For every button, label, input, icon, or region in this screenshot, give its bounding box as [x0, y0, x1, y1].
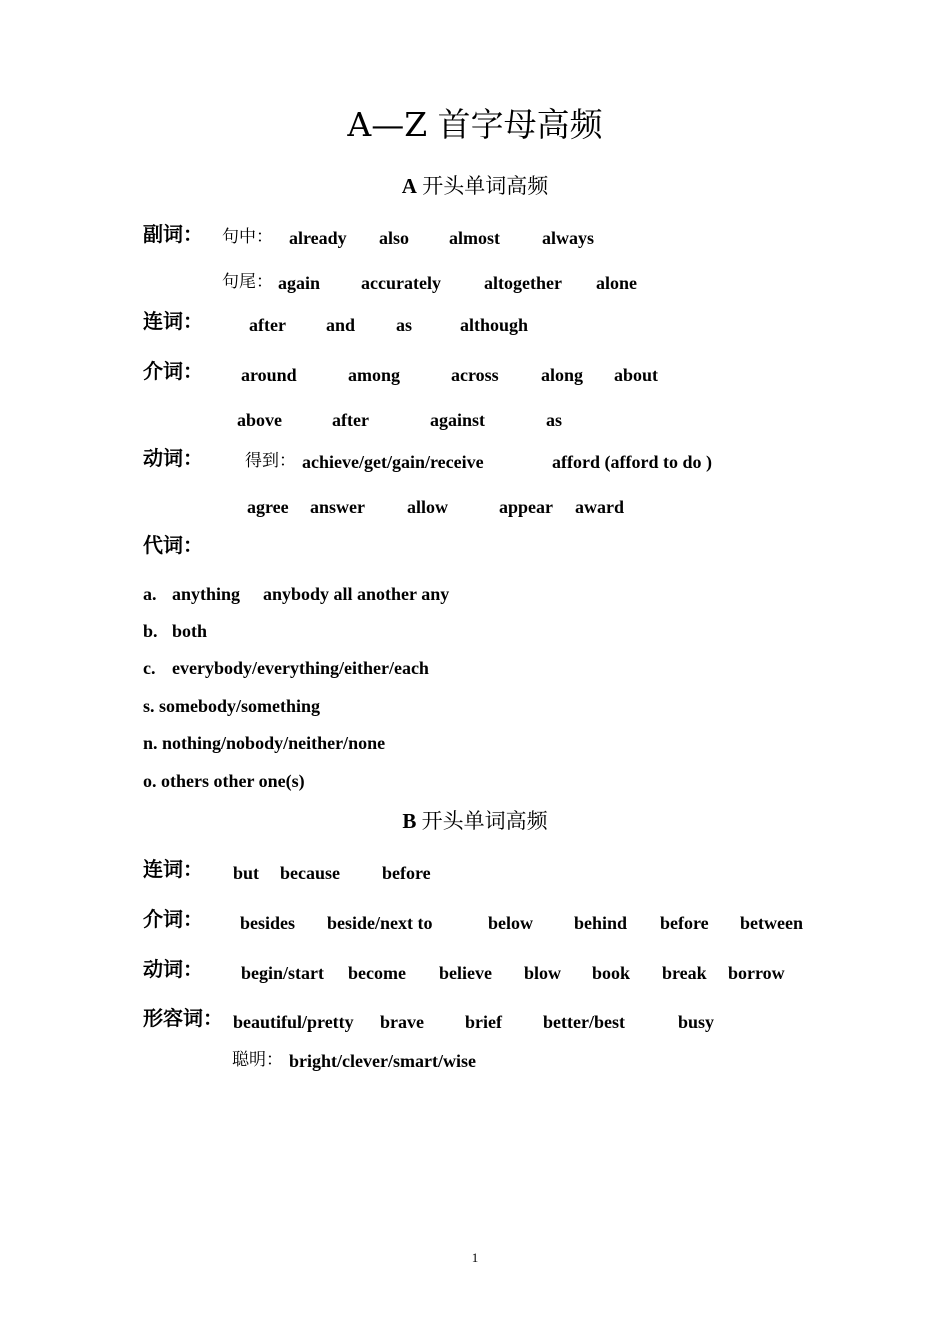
adjective-smart-prefix: 聪明：: [232, 1050, 283, 1070]
word: above: [237, 410, 282, 430]
word: below: [488, 913, 533, 933]
word: although: [460, 315, 529, 335]
pronoun-words: anything: [172, 584, 241, 604]
pronoun-words: others other one(s): [161, 771, 305, 791]
page-title: A—Z 首字母高频: [347, 105, 603, 144]
section-b-heading: [0, 807, 950, 835]
adjective-label: 形容词：: [143, 1006, 223, 1030]
pronoun-label: 代词：: [143, 533, 203, 557]
word: bright/clever/smart/wise: [289, 1051, 476, 1071]
adverb-label: 副词：: [143, 222, 203, 246]
word: appear: [499, 497, 553, 517]
word: again: [278, 273, 321, 293]
word: afford (afford to do ): [552, 452, 712, 472]
word: believe: [439, 963, 492, 983]
word: around: [241, 365, 297, 385]
pronoun-words: both: [172, 621, 208, 641]
word: alone: [596, 273, 638, 293]
pronoun-key: c.: [143, 658, 156, 678]
word: always: [542, 228, 595, 248]
word: after: [332, 410, 369, 430]
verb-label: 动词：: [143, 957, 203, 981]
section-b-heading-text: 开头单词高频: [421, 809, 548, 833]
verb-label: 动词：: [143, 446, 203, 470]
word: award: [575, 497, 624, 517]
word: blow: [524, 963, 562, 983]
pronoun-key: o.: [143, 771, 157, 791]
pronoun-key: s.: [143, 696, 155, 716]
word: busy: [678, 1012, 715, 1032]
adverb-end-prefix: 句尾：: [222, 272, 273, 292]
word: as: [546, 410, 563, 430]
word: accurately: [361, 273, 441, 293]
word: agree: [247, 497, 289, 517]
pronoun-line: [143, 694, 320, 718]
word: better/best: [543, 1012, 625, 1032]
word: answer: [310, 497, 365, 517]
pronoun-words: somebody/something: [159, 696, 321, 716]
word: beautiful/pretty: [233, 1012, 354, 1032]
word: brave: [380, 1012, 424, 1032]
word: across: [451, 365, 499, 385]
word: become: [348, 963, 406, 983]
pronoun-key: a.: [143, 584, 157, 604]
word: about: [614, 365, 659, 385]
word: before: [382, 863, 431, 883]
word: also: [379, 228, 410, 248]
pronoun-words: everybody/everything/either/each: [172, 658, 429, 678]
word: allow: [407, 497, 449, 517]
word: against: [430, 410, 486, 430]
conjunction-label: 连词：: [143, 857, 203, 881]
section-a-heading: [0, 172, 950, 200]
word: and: [326, 315, 356, 335]
word: along: [541, 365, 584, 385]
word: among: [348, 365, 401, 385]
word: before: [660, 913, 709, 933]
word: brief: [465, 1012, 502, 1032]
word: break: [662, 963, 707, 983]
word: book: [592, 963, 631, 983]
preposition-label: 介词：: [143, 907, 203, 931]
pronoun-line: [143, 582, 157, 606]
adverb-mid-prefix: 句中：: [222, 227, 273, 247]
word: begin/start: [241, 963, 324, 983]
pronoun-words: nothing/nobody/neither/none: [162, 733, 386, 753]
word: almost: [449, 228, 500, 248]
section-a-letter: A: [401, 174, 417, 198]
word: between: [740, 913, 803, 933]
pronoun-words: anybody all another any: [263, 584, 450, 604]
word: already: [289, 228, 347, 248]
section-a-heading-text: 开头单词高频: [422, 174, 549, 198]
word: as: [396, 315, 413, 335]
pronoun-key: b.: [143, 621, 158, 641]
pronoun-key: n.: [143, 733, 158, 753]
word: after: [249, 315, 286, 335]
word: behind: [574, 913, 628, 933]
preposition-label: 介词：: [143, 359, 203, 383]
page-number: 1: [471, 1250, 479, 1265]
word: because: [280, 863, 340, 883]
word: achieve/get/gain/receive: [302, 452, 484, 472]
verb-get-prefix: 得到：: [245, 451, 296, 471]
pronoun-line: [143, 731, 385, 755]
word: borrow: [728, 963, 785, 983]
pronoun-line: [143, 769, 305, 793]
word: altogether: [484, 273, 562, 293]
word: but: [233, 863, 260, 883]
word: beside/next to: [327, 913, 433, 933]
section-b-letter: B: [402, 809, 417, 833]
conjunction-label: 连词：: [143, 309, 203, 333]
word: besides: [240, 913, 296, 933]
